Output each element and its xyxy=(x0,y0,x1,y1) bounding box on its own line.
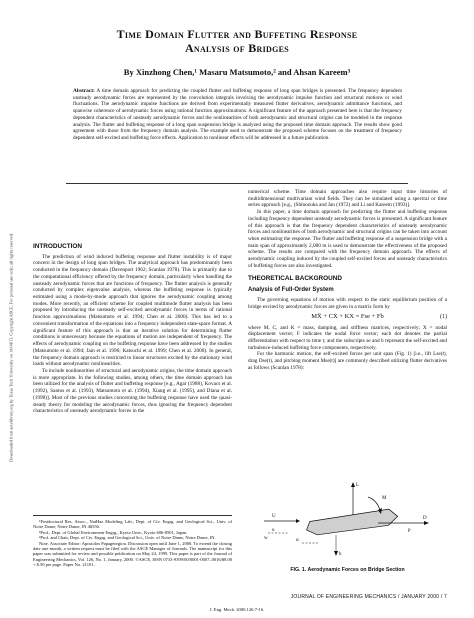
figure-caption: FIG. 1. Aerodynamic Forces on Bridge Section xyxy=(290,567,405,573)
left-column xyxy=(33,244,232,415)
label-h: h xyxy=(339,552,342,557)
right-paragraph-2: In this paper, a time domain approach for predicting the flutter and buffeting response including frequency dependent unsteady aerodynamic forces is presented. A significant feature of this approach is that the frequency dependent characteristics of unsteady aerodynamic forces and nonlinearities of both aerodynamic and structural origins can be taken into account when estimating the response. The flutter and buffeting response of a suspension bridge with a main span of approximately 2,000 m is used to demonstrate the effectiveness of the proposed scheme. The results are compared with the frequency domain approach. The effects of aerodynamic coupling induced by the coupled self-excited forces and unsteady characteristics of buffeting forces are also investigated. xyxy=(248,209,447,269)
section-heading-introduction: INTRODUCTION xyxy=(33,243,82,250)
footnote-1: ¹Postdoctoral Res. Assoc., NatHaz Modeling Lab., Dept. of Civ. Engrg. and Geological Sci., Univ. of Notre Dame, Notre Dame, IN 46556. xyxy=(33,519,232,530)
label-moment: M xyxy=(382,496,387,501)
equation-intro-paragraph: The governing equations of motion with respect to the static equilibrium position of a bridge excited by aerodynamic forces are given in a matrix form by xyxy=(248,297,447,310)
equation-explanation: where M, C, and K = mass, damping, and stiffness matrices, respectively; X = nodal displacement vector; F indicates the nodal force vector; each dot denotes the partial differentiation with respect to time t; and the subscripts se and b represent the self-excited and turbulence-induced buffeting force components, respectively. xyxy=(248,324,447,351)
label-lift: L xyxy=(356,483,360,488)
authors: By Xinzhong Chen,¹ Masaru Matsumoto,² and Ahsan Kareem³ xyxy=(123,67,351,77)
footnote-3: ³Prof. and Chair, Dept. of Civ. Engrg. and Geological Sci., Univ. of Notre Dame, Notre Dame, IN. xyxy=(39,535,216,541)
lift-arrow-head xyxy=(351,482,355,487)
citation-footer: J. Eng. Mech. 2000.126:7-16. xyxy=(209,607,265,612)
figure-1-bridge-section xyxy=(258,477,438,560)
abstract-divider xyxy=(66,183,408,184)
right-column xyxy=(248,189,447,372)
label-drag: D xyxy=(423,516,427,521)
label-alpha: α xyxy=(296,538,299,543)
subsection-heading: Analysis of Full-Order System xyxy=(248,287,334,294)
paper-title xyxy=(0,27,474,55)
label-p: p xyxy=(408,528,411,533)
self-excited-forces-paragraph: For the harmonic motion, the self-excited forces per unit span (Fig. 1) [i.e., lift Lse(t), drag Dse(t), and pitching moment Mse(t)] are commonly described utilizing flutter derivatives as follows (Scanlan 1978): xyxy=(248,351,447,371)
title-line-2: Analysis of Bridges xyxy=(184,41,290,55)
vertical-displacement-arrow-head xyxy=(334,551,338,556)
section-heading-theory: THEORETICAL BACKGROUND xyxy=(248,274,342,282)
title-line-1: Time Domain Flutter and Buffeting Response xyxy=(116,27,358,41)
bridge-deck-section xyxy=(305,508,398,536)
equation-body: MẌ + CẊ + KX = Fse + Fb xyxy=(311,312,384,320)
label-w: w xyxy=(264,536,268,541)
moment-arc xyxy=(368,497,380,511)
journal-footer: JOURNAL OF ENGINEERING MECHANICS / JANUARY 2000 / 7 xyxy=(290,594,447,600)
download-side-note xyxy=(3,120,13,580)
wind-arrow-head xyxy=(296,519,300,523)
drag-arrow-head xyxy=(424,521,429,525)
abstract-text: A time domain approach for predicting the coupled flutter and buffeting response of long span bridges is presented. The frequency dependent unsteady aerodynamic forces are represented by the convolution integrals involving the aerodynamic impulse function and structural motions or wind fluctuations. The aerodynamic impulse functions are derived from experimentally measured flutter derivatives, aerodynamic admittance functions, and spanwise coherence of aerodynamic forces using rational function approximations. A significant feature of the approach presented here is that the frequency dependent characteristics of unsteady aerodynamic forces and the nonlinearities of both aerodynamic and structural origins can be modeled in the response analysis. The flutter and buffeting response of a long span suspension bridge is analyzed using the proposed time domain approach. The results show good agreement with those from the frequency domain analysis. The example used to demonstrate the proposed scheme focuses on the treatment of frequency dependent self-excited and buffeting force effects. Application to nonlinear effects will be addressed in a future publication. xyxy=(73,88,402,141)
label-u: u xyxy=(272,528,275,533)
abstract xyxy=(73,88,402,142)
equation-1 xyxy=(248,312,447,324)
equation-number: (1) xyxy=(440,313,447,320)
label-U: U xyxy=(272,514,276,519)
right-paragraph-1: numerical scheme. Time domain approaches also require input time histories of multidimensional multivariant wind fields. They can be simulated using a spectral or time series approach [e.g., (Shinozuka and Jan (1972) and Li and Kareem (1993)]. xyxy=(248,189,447,209)
intro-paragraph-1: The prediction of wind induced buffeting response and flutter instability is of major concern in the design of long span bridges. The analytical approach has predominantly been conducted in the frequency domain (Davenport 1962; Scanlan 1978). This is primarily due to the computational efficiency offered by the frequency domain, particularly when handling the unsteady aerodynamic forces that are functions of frequency. The flutter analysis is generally conducted by complex eigenvalue analysis, whereas the buffeting response is typically estimated using a mode-by-mode approach that ignores the aerodynamic coupling among modes. More recently, an efficient scheme for coupled multimode flutter analysis has been proposed by introducing the unsteady self-excited aerodynamic forces in terms of rational function approximations (Matsumoto et al. 1994; Chen et al. 2000). This has led to a convenient transformation of the equations into a frequency independent state-space format. A significant feature of this approach is that an iterative solution for determining flutter conditions is unnecessary because the equations of motion are independent of frequency. The effects of aerodynamic coupling on the buffeting response have been addressed by the studies (Matsumoto et al. 1994; Jain et al. 1996; Katsuchi et al. 1999; Chen et al. 2000). In general, the frequency domain approach is restricted to linear structures excited by the stationary wind loads without aerodynamic nonlinearities. xyxy=(33,253,232,368)
footnote-note: Note. Associate Editor: Apostolos Papageorgiou. Discussion open until June 1, 2000. To extend the closing date one month, a written request must be filed with the ASCE Manager of Journals. The manuscript for this paper was submitted for review and possible publication on May 24, 1999. This paper is part of the Journal of Engineering Mechanics, Vol. 126, No. 1, January, 2000. ©ASCE, ISSN 0733-9399/00/0001-0007–0016/$8.00 + $.50 per page. Paper No. 21101. xyxy=(33,540,232,568)
footnotes xyxy=(33,515,232,568)
intro-paragraph-2: To include nonlinearities of structural and aerodynamic origins, the time domain approach is more appropriate. In the following studies, among others, the time domain approach has been utilized for the analysis of flutter and buffeting response [e.g., Agar (1988), Kovacs et al. (1992), Santos et al. (1993), Matsumoto et al. (1994), Xiang et al. (1995), and Diana et al. (1998)]. Most of the previous studies concerning the buffeting response have used the quasi-steady theory for modeling the aerodynamic forces, thus ignoring the frequency dependent characteristics of unsteady aerodynamic forces in the xyxy=(33,367,232,415)
footnote-2: ²Prof., Dept. of Global Environment Engrg., Kyoto Univ., Kyoto 606-8501, Japan. xyxy=(39,529,188,535)
side-note-text: Downloaded from ascelibrary.org by Texas Tech University on 10/04/13. Copyright ASCE. For personal use only; all rights reserved. xyxy=(8,232,14,463)
abstract-label: Abstract: xyxy=(73,88,95,94)
